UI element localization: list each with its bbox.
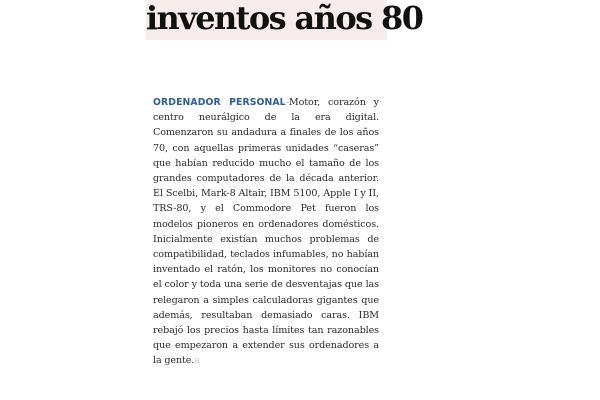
title-banner [146,0,423,40]
article-body: Motor, corazón y centro neurálgico de la era digital. Comenzaron su andadura a finales de los años 70, con aquellas primeras unidades “caseras” que habían reducido mucho el tamaño de los grandes computadores de la década anterior. El Scelbi, Mark-8 Altair, IBM 5100, Apple I y II, TRS-80, y el Commodore Pet fueron los modelos pioneros en ordenadores domésticos. Inicialmente existían muchos problemas de compatibilidad, teclados infumables, no habían inventado el ratón, los monitores no conocían el color y toda una serie de desventajas que las relegaron a simples calculadoras gigantes que además, resultaban demasiado caras. IBM rebajó los precios hasta límites tan razonables que empezaron a extender sus ordenadores a la gente. [153,97,380,367]
article-lead: ORDENADOR PERSONAL [153,97,286,108]
end-mark: a [194,355,200,367]
lead-separator: - [285,97,289,108]
page-title: inventos años 80 [146,0,423,37]
article-paragraph [153,95,379,369]
